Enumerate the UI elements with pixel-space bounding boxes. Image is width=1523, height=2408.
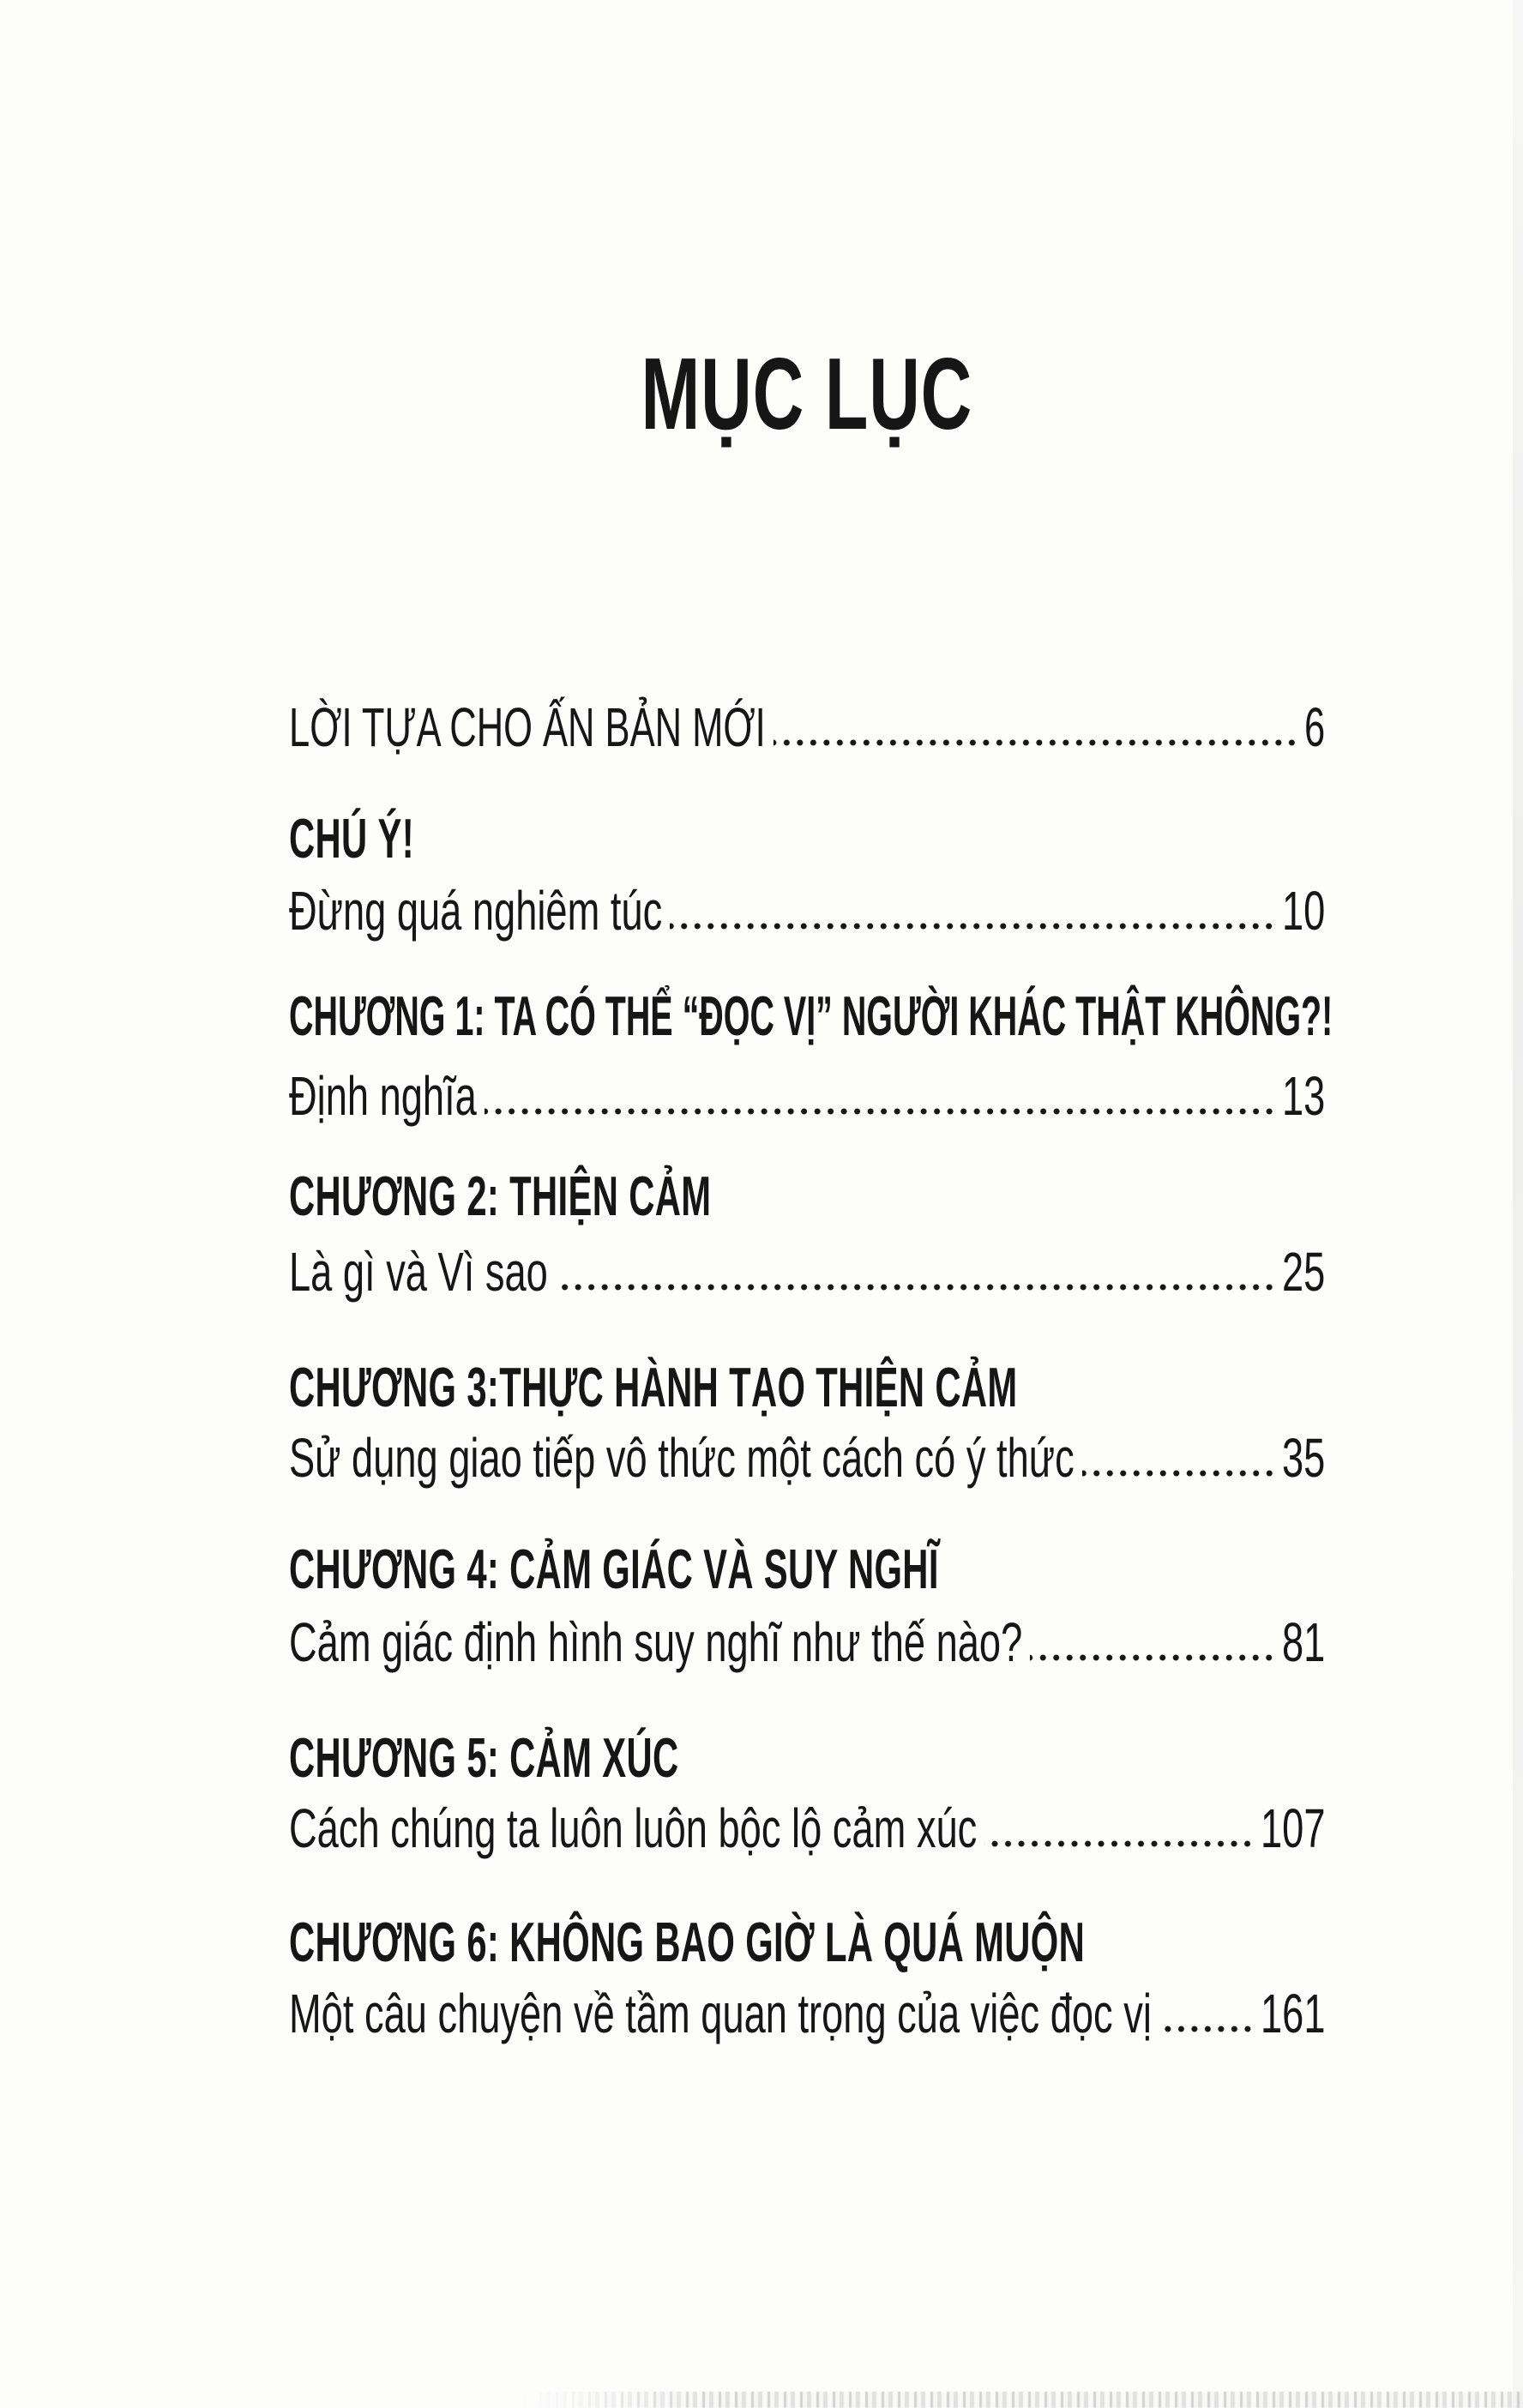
toc-chapter-heading [289,1538,1325,1601]
dot-leader [1030,1654,1275,1661]
scan-artifact-right-edge [1513,0,1523,2408]
toc-chapter-heading [289,1726,1325,1790]
toc-entry-label: CHÚ Ý! [289,807,415,870]
toc-entry-label: CHƯƠNG 1: TA CÓ THỂ “ĐỌC VỊ” NGƯỜI KHÁC THẬT KHÔNG?! [289,984,1333,1048]
dot-leader [670,923,1275,930]
toc-entry [289,1797,1326,1860]
toc-entry [289,880,1326,942]
dot-leader [485,1108,1276,1115]
toc-entry-label: Cách chúng ta luôn luôn bộc lộ cảm xúc [289,1797,978,1860]
toc-entry-label: CHƯƠNG 2: THIỆN CẢM [289,1165,712,1228]
toc-entry-label: Định nghĩa [289,1065,477,1128]
toc-entry [289,1065,1326,1128]
toc-entry [289,1241,1326,1303]
toc-page-number: 107 [1260,1797,1326,1860]
dot-leader [556,1284,1276,1291]
toc-entry-label: Là gì và Vì sao [289,1241,548,1303]
toc-chapter-heading [289,1356,1325,1419]
toc-chapter-heading [289,984,1333,1048]
toc-entry [289,1427,1326,1490]
toc-entry-label: LỜI TỰA CHO ẤN BẢN MỚI [289,696,766,759]
dot-leader [1159,2026,1255,2032]
toc-chapter-heading [289,1165,1325,1228]
toc-entry-label: Sử dụng giao tiếp vô thức một cách có ý thức [289,1427,1075,1490]
toc-entry-label: CHƯƠNG 6: KHÔNG BAO GIỜ LÀ QUÁ MUỘN [289,1911,1086,1974]
dot-leader [1082,1470,1276,1477]
page-title-text: MỤC LỤC [641,337,973,451]
page-title [289,337,1325,451]
toc-page-number: 161 [1260,1983,1326,2045]
toc-entry-label: CHƯƠNG 4: CẢM GIÁC VÀ SUY NGHĨ [289,1538,939,1601]
toc-page-number: 81 [1281,1611,1326,1674]
toc-chapter-heading [289,1911,1325,1974]
toc-entry-label: CHƯƠNG 5: CẢM XÚC [289,1726,679,1790]
toc-entry [289,696,1326,759]
dot-leader [774,739,1298,746]
toc-chapter-heading [289,807,1325,870]
toc-entry [289,1611,1326,1674]
toc-page-number: 6 [1303,696,1326,759]
toc-page-number: 25 [1281,1241,1326,1303]
toc-entry-label: Cảm giác định hình suy nghĩ như thế nào? [289,1611,1023,1674]
toc-page-number: 10 [1281,880,1326,942]
toc-entry [289,1983,1326,2045]
toc-entry-label: Một câu chuyện về tầm quan trọng của việc đọc vị [289,1983,1152,2045]
scan-artifact-bottom [523,2392,1523,2408]
toc-page-number: 13 [1281,1065,1326,1128]
toc-entry-label: Đừng quá nghiêm túc [289,880,663,942]
toc-entry-label: CHƯƠNG 3:THỰC HÀNH TẠO THIỆN CẢM [289,1356,1018,1419]
toc-page-number: 35 [1281,1427,1326,1490]
dot-leader [984,1840,1254,1847]
